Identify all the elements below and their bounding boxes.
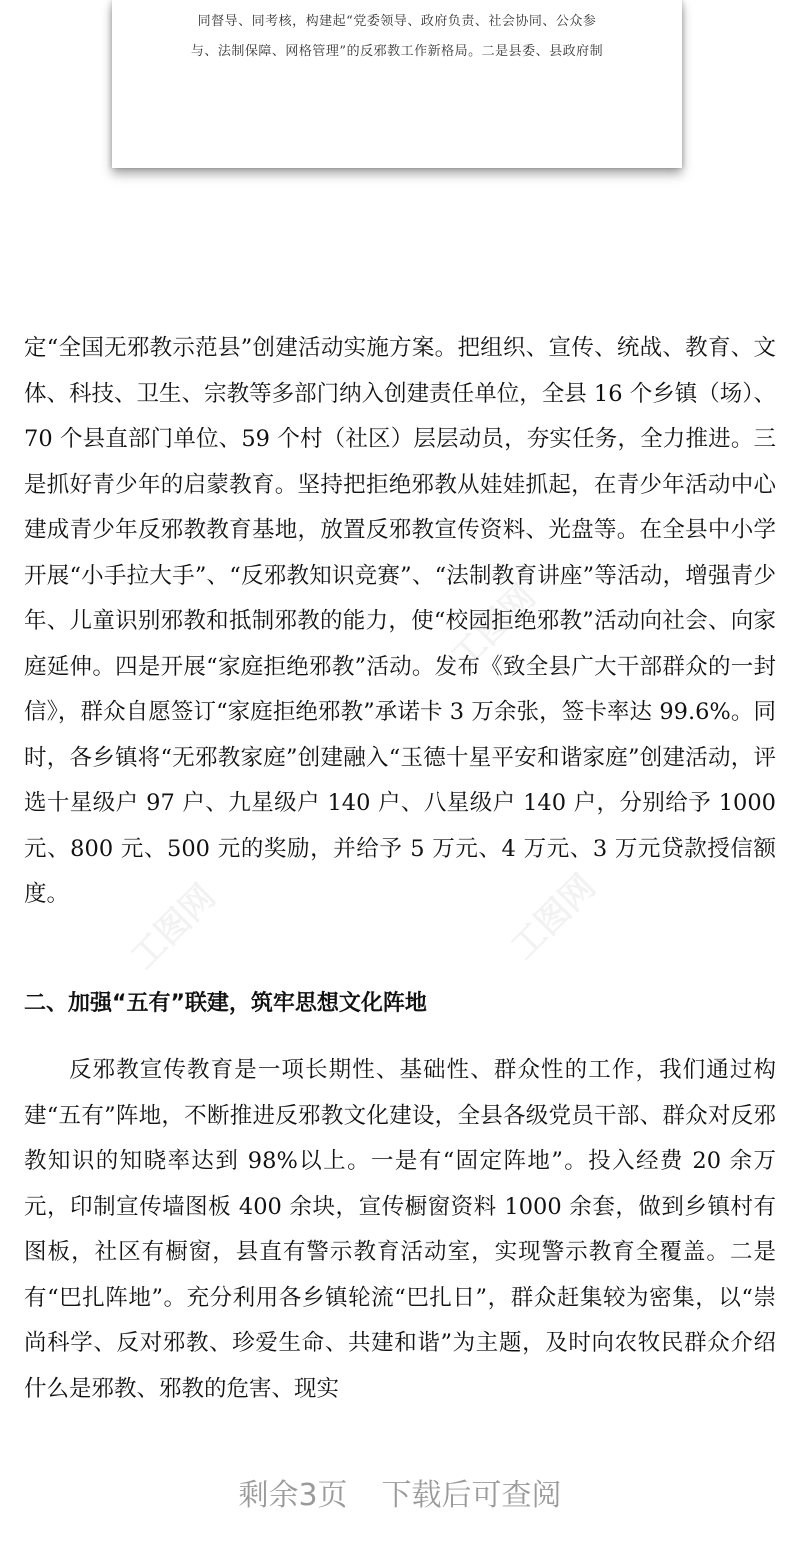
watermark-logo: 工图网 (123, 876, 224, 978)
download-to-read-link[interactable] (0, 1470, 800, 1514)
watermark-logo: 工图网 (443, 576, 544, 678)
section-heading: 二、加强“五有”联建，筑牢思想文化阵地 (24, 991, 427, 1016)
document-paragraph-1: 定“全国无邪教示范县”创建活动实施方案。把组织、宣传、统战、教育、文体、科技、卫生、宗教等多部门纳入创建责任单位，全县 16 个乡镇（场）、70 个县直部门单位、59 个村（社区）层层动员，夯实任务，全力推进。三是抓好青少年的启蒙教育。坚持把拒绝邪教从娃娃抓起，在青少年活动中心建成青少年反邪教教育基地，放置反邪教宣传资料、光盘等。在全县中小学开展“小手拉大手”、“反邪教知识竞赛”、“法制教育讲座”等活动，增强青少年、儿童识别邪教和抵制邪教的能力，使“校园拒绝邪教”活动向社会、向家庭延伸。四是开展“家庭拒绝邪教”活动。发布《致全县广大干部群众的一封信》，群众自愿签订“家庭拒绝邪教”承诺卡 3 万余张，签卡率达 99.6%。同时，各乡镇将“无邪教家庭”创建融入“玉德十星平安和谐家庭”创建活动，评选十星级户 97 户、九星级户 140 户、八星级户 140 户，分别给予 1000 元、800 元、500 元的奖励，并给予 5 万元、4 万元、3 万元贷款授信额度。 (24, 335, 776, 907)
watermark-logo: 工图网 (503, 866, 604, 968)
preview-page-card (112, 0, 682, 168)
preview-line-1: 同督导、同考核，构建起“党委领导、政府负责、社会协同、公众参 (197, 14, 597, 29)
remaining-pages-label: 剩余3页 (238, 1478, 348, 1513)
preview-line-2: 与、法制保障、网格管理”的反邪教工作新格局。二是县委、县政府制 (190, 44, 604, 59)
document-paragraph-2: 反邪教宣传教育是一项长期性、基础性、群众性的工作，我们通过构建“五有”阵地，不断推进反邪教文化建设，全县各级党员干部、群众对反邪教知识的知晓率达到 98%以上。一是有“固定阵地”。投入经费 20 余万元，印制宣传墙图板 400 余块，宣传橱窗资料 1000 余套，做到乡镇村有图板，社区有橱窗，县直有警示教育活动室，实现警示教育全覆盖。二是有“巴扎阵地”。充分利用各乡镇轮流“巴扎日”，群众赶集较为密集，以“崇尚科学、反对邪教、珍爱生命、共建和谐”为主题，及时向农牧民群众介绍什么是邪教、邪教的危害、现实 (24, 1057, 776, 1402)
download-prompt-label: 下载后可查阅 (381, 1478, 562, 1513)
